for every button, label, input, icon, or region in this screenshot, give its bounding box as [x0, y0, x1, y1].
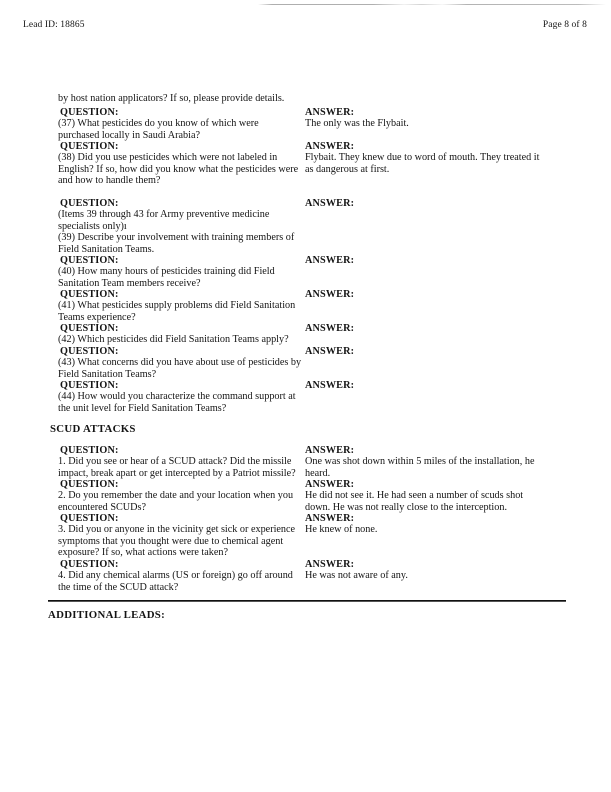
question-text-line: English? If so, how did you know what the pesticides were: [58, 163, 299, 175]
question-column: [58, 346, 304, 380]
question-column: [58, 559, 304, 593]
page-running-head: [0, 20, 611, 34]
question-text-line: the unit level for Field Sanitation Teams?: [58, 402, 227, 414]
question-label: QUESTION:: [60, 559, 119, 570]
question-column: [58, 479, 304, 513]
answer-label: ANSWER:: [305, 198, 355, 209]
question-column: [58, 107, 304, 141]
question-column: [58, 141, 304, 187]
additional-leads-heading: ADDITIONAL LEADS:: [48, 609, 165, 621]
question-text-line: symptoms that you thought were due to chemical agent: [58, 535, 284, 547]
answer-column: [303, 380, 575, 391]
answer-text-line: down. He was not really close to the interception.: [305, 501, 507, 513]
question-text-line: (Items 39 through 43 for Army preventive medicine: [58, 209, 270, 221]
answer-column: [303, 559, 575, 582]
answer-column: [303, 107, 575, 130]
answer-label: ANSWER:: [305, 141, 355, 152]
answer-label: ANSWER:: [305, 479, 355, 490]
question-label: QUESTION:: [60, 198, 119, 209]
question-text-line: Field Sanitation Teams.: [58, 243, 155, 255]
question-column: [58, 323, 304, 346]
question-label: QUESTION:: [60, 141, 119, 152]
page-number-label: Page 8 of 8: [542, 20, 587, 30]
answer-label: ANSWER:: [305, 559, 355, 570]
answer-column: [303, 513, 575, 536]
question-text-line: 4. Did any chemical alarms (US or foreign) go off around: [58, 570, 293, 582]
question-label: QUESTION:: [60, 380, 119, 391]
question-text-line: exposure? If so, what actions were taken?: [58, 547, 229, 559]
question-text-line: encountered SCUDs?: [58, 501, 146, 513]
question-column: [58, 380, 304, 414]
question-text-line: Sanitation Team members receive?: [58, 277, 201, 289]
answer-label: ANSWER:: [305, 323, 355, 334]
question-text-line: 2. Do you remember the date and your location when you: [58, 490, 294, 502]
question-text-line: (38) Did you use pesticides which were not labeled in: [58, 152, 278, 164]
question-text-line: (41) What pesticides supply problems did Field Sanitation: [58, 300, 296, 312]
question-label: QUESTION:: [60, 289, 119, 300]
continuation-line: by host nation applicators? If so, please provide details.: [58, 93, 285, 104]
answer-text-line: heard.: [305, 467, 331, 479]
answer-text-line: The only was the Flybait.: [305, 118, 409, 130]
question-text-line: 1. Did you see or hear of a SCUD attack? Did the missile: [58, 456, 292, 468]
question-label: QUESTION:: [60, 479, 119, 490]
question-column: [58, 445, 304, 479]
answer-label: ANSWER:: [305, 255, 355, 266]
question-column: [58, 289, 304, 323]
question-text-line: 3. Did you or anyone in the vicinity get sick or experience: [58, 524, 296, 536]
answer-column: [303, 346, 575, 357]
section-divider-rule: [48, 600, 566, 602]
question-column: [58, 513, 304, 559]
question-text-line: the time of the SCUD attack?: [58, 581, 179, 593]
answer-text-line: Flybait. They knew due to word of mouth. They treated it: [305, 152, 540, 164]
answer-text-line: He did not see it. He had seen a number of scuds shot: [305, 490, 524, 502]
answer-column: [303, 198, 575, 209]
section-heading-scud-attacks: SCUD ATTACKS: [50, 423, 136, 435]
answer-label: ANSWER:: [305, 289, 355, 300]
question-text-line: specialists only)ı: [58, 220, 127, 232]
answer-column: [303, 289, 575, 300]
answer-label: ANSWER:: [305, 380, 355, 391]
answer-column: [303, 323, 575, 334]
lead-id-label: Lead ID: 18865: [23, 20, 85, 30]
question-text-line: impact, break apart or get intercepted by a Patriot missile?: [58, 467, 296, 479]
question-text-line: (44) How would you characterize the command support at: [58, 391, 296, 403]
answer-text-line: as dangerous at first.: [305, 163, 390, 175]
answer-column: [303, 141, 575, 175]
question-label: QUESTION:: [60, 346, 119, 357]
question-label: QUESTION:: [60, 513, 119, 524]
question-column: [58, 255, 304, 289]
question-text-line: (39) Describe your involvement with training members of: [58, 232, 295, 244]
answer-text-line: He was not aware of any.: [305, 570, 408, 582]
question-text-line: (40) How many hours of pesticides training did Field: [58, 266, 275, 278]
question-text-line: (43) What concerns did you have about use of pesticides by: [58, 357, 302, 369]
question-label: QUESTION:: [60, 255, 119, 266]
question-text-line: Teams experience?: [58, 311, 136, 323]
answer-label: ANSWER:: [305, 107, 355, 118]
question-label: QUESTION:: [60, 107, 119, 118]
answer-label: ANSWER:: [305, 445, 355, 456]
scan-artifact-streak: [258, 4, 606, 5]
question-text-line: (42) Which pesticides did Field Sanitation Teams apply?: [58, 334, 289, 346]
question-text-line: (37) What pesticides do you know of which were: [58, 118, 259, 130]
answer-text-line: One was shot down within 5 miles of the installation, he: [305, 456, 535, 468]
answer-column: [303, 255, 575, 266]
question-text-line: and how to handle them?: [58, 175, 161, 187]
question-text-line: purchased locally in Saudi Arabia?: [58, 129, 201, 141]
answer-column: [303, 479, 575, 513]
answer-label: ANSWER:: [305, 346, 355, 357]
answer-column: [303, 445, 575, 479]
question-text-line: Field Sanitation Teams?: [58, 368, 157, 380]
question-column: [58, 198, 304, 255]
question-label: QUESTION:: [60, 445, 119, 456]
question-label: QUESTION:: [60, 323, 119, 334]
answer-text-line: He knew of none.: [305, 524, 378, 536]
answer-label: ANSWER:: [305, 513, 355, 524]
